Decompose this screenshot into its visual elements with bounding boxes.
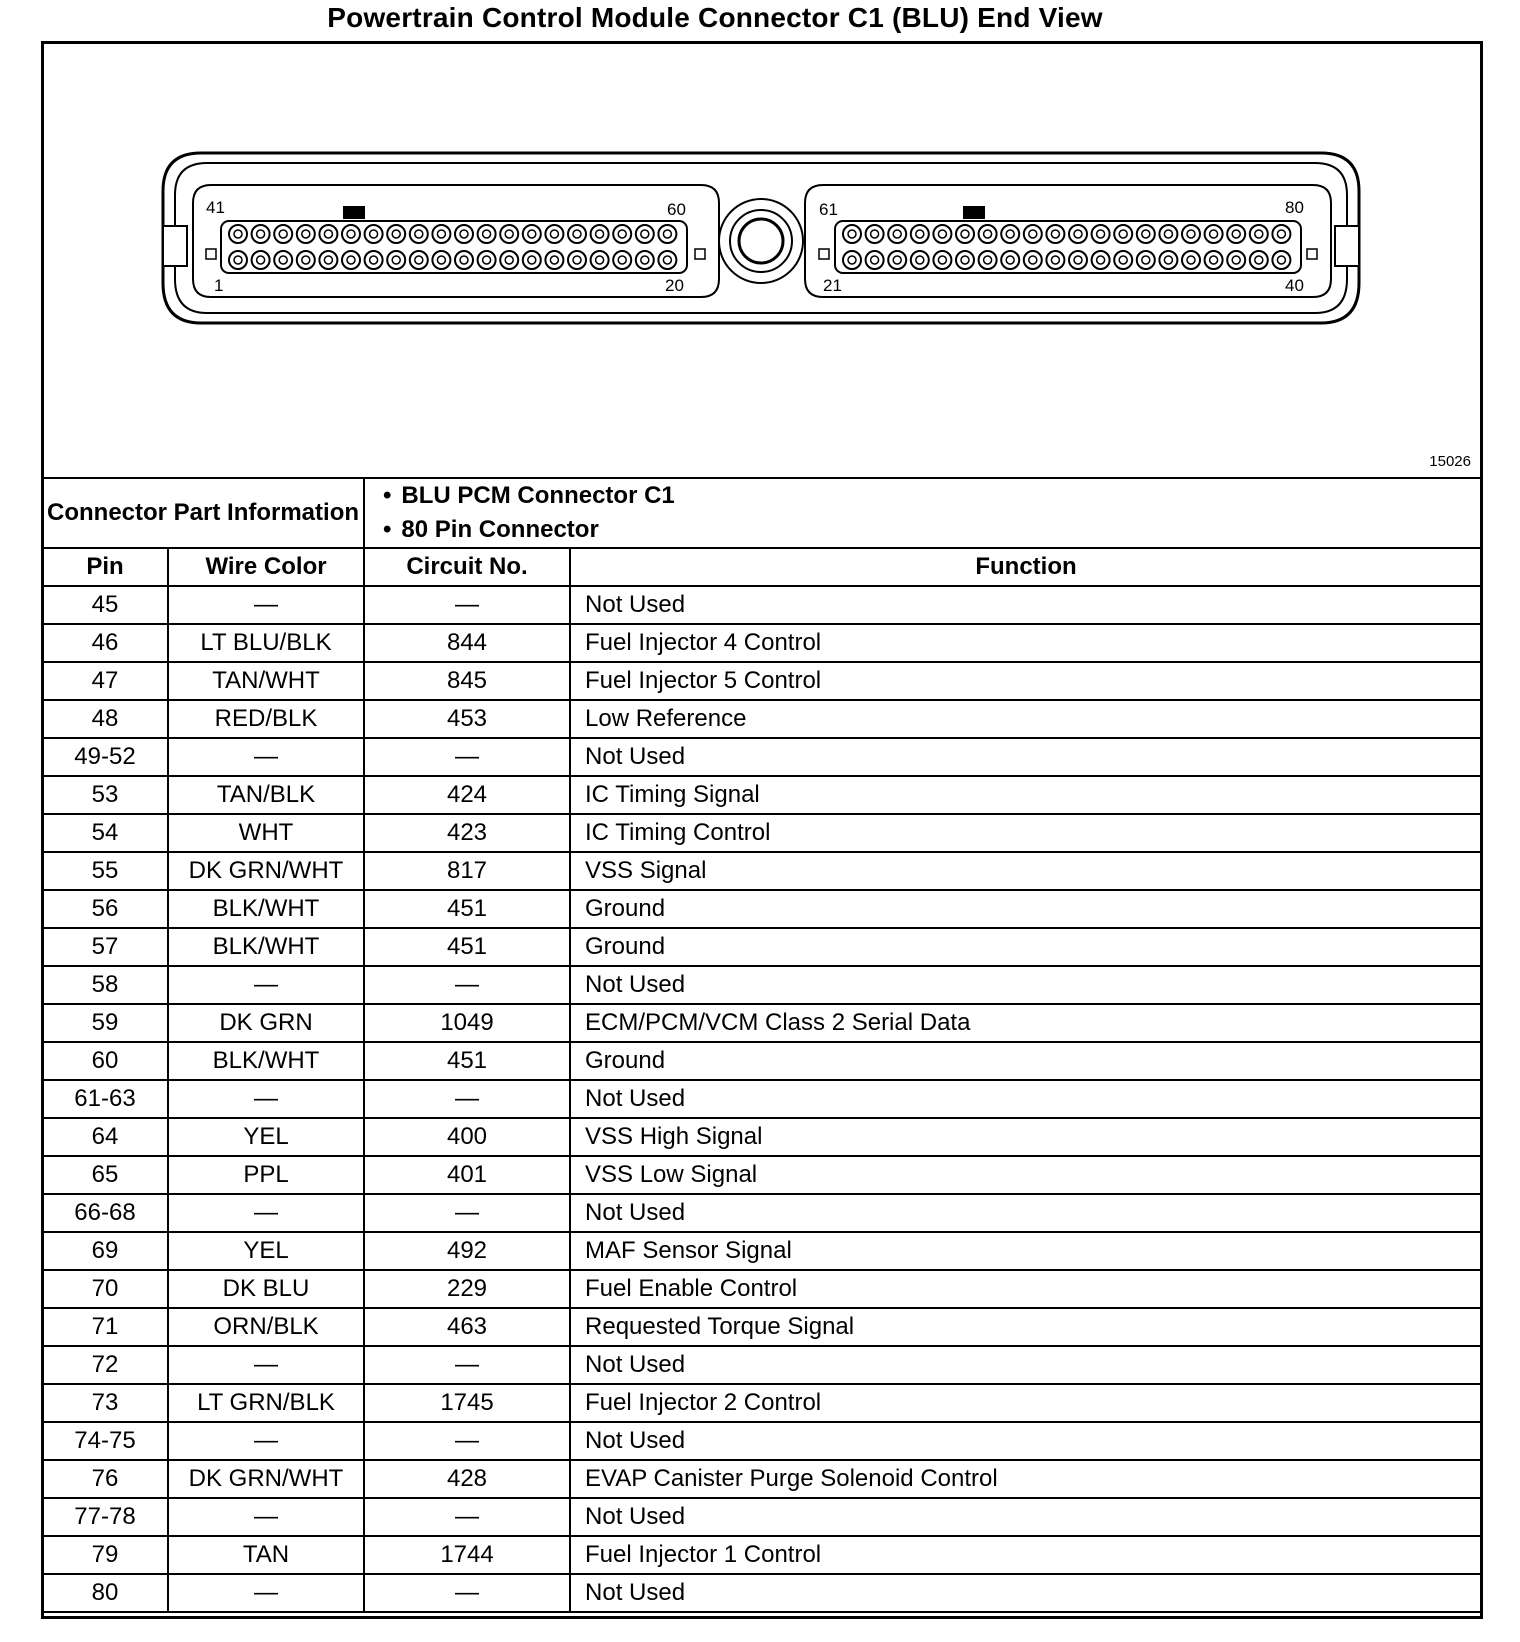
left-side-notch (206, 249, 216, 259)
pin-hole (1069, 225, 1087, 243)
table-row (42, 1536, 1482, 1574)
left-inner-notch (695, 249, 705, 259)
circuit-cell: — (364, 1194, 570, 1232)
wire-color-cell: PPL (168, 1156, 364, 1194)
wire-color-cell: — (168, 1422, 364, 1460)
table-row (42, 1232, 1482, 1270)
pin-cell: 59 (42, 1004, 168, 1042)
pin-cell: 74-75 (42, 1422, 168, 1460)
pin-hole (1001, 225, 1019, 243)
pin-cell: 70 (42, 1270, 168, 1308)
function-cell: MAF Sensor Signal (570, 1232, 1482, 1270)
right-key-mark (963, 206, 985, 219)
pin-rows (42, 586, 1482, 1612)
pin-hole (500, 225, 518, 243)
circuit-cell: — (364, 1346, 570, 1384)
pin-hole (613, 225, 631, 243)
connector-info-item: • 80 Pin Connector (409, 513, 1481, 547)
pin-cell: 64 (42, 1118, 168, 1156)
wire-color-cell: DK GRN (168, 1004, 364, 1042)
pin-hole (658, 251, 676, 269)
table-row (42, 1004, 1482, 1042)
circuit-cell: 453 (364, 700, 570, 738)
table-row (42, 1384, 1482, 1422)
circuit-cell: — (364, 738, 570, 776)
table-row (42, 738, 1482, 776)
connector-info-label: Connector Part Information (42, 478, 364, 548)
pin-hole (1024, 251, 1042, 269)
wire-color-cell: TAN/WHT (168, 662, 364, 700)
left-pin-rows (229, 225, 676, 269)
function-cell: EVAP Canister Purge Solenoid Control (570, 1460, 1482, 1498)
pin-hole (1024, 225, 1042, 243)
pin-cell: 55 (42, 852, 168, 890)
table-row (42, 1156, 1482, 1194)
wire-color-cell: — (168, 1080, 364, 1118)
pin-hole (888, 225, 906, 243)
wire-color-cell: BLK/WHT (168, 928, 364, 966)
pin-hole (591, 225, 609, 243)
pin-hole (365, 225, 383, 243)
pin-hole (1250, 251, 1268, 269)
wire-color-cell: DK GRN/WHT (168, 852, 364, 890)
pin-hole (1272, 251, 1290, 269)
pin-hole (1272, 225, 1290, 243)
right-latch (1335, 226, 1359, 266)
wire-color-cell: BLK/WHT (168, 890, 364, 928)
table-row (42, 662, 1482, 700)
function-cell: Fuel Injector 2 Control (570, 1384, 1482, 1422)
pin-cell: 61-63 (42, 1080, 168, 1118)
function-cell: Fuel Injector 1 Control (570, 1536, 1482, 1574)
pin-hole (866, 225, 884, 243)
column-header-circuit: Circuit No. (364, 548, 570, 586)
function-cell: Fuel Enable Control (570, 1270, 1482, 1308)
pin-hole (274, 225, 292, 243)
table-row (42, 814, 1482, 852)
pin-cell: 48 (42, 700, 168, 738)
pin-hole (1046, 225, 1064, 243)
table-row (42, 1080, 1482, 1118)
wire-color-cell: — (168, 738, 364, 776)
pin-cell: 79 (42, 1536, 168, 1574)
right-side-notch (819, 249, 829, 259)
function-cell: Not Used (570, 586, 1482, 624)
function-cell: Fuel Injector 4 Control (570, 624, 1482, 662)
circuit-cell: 844 (364, 624, 570, 662)
pin-hole (911, 251, 929, 269)
function-cell: IC Timing Signal (570, 776, 1482, 814)
pin-cell: 58 (42, 966, 168, 1004)
pin-hole (911, 225, 929, 243)
pin-hole (432, 225, 450, 243)
pin-hole (1159, 251, 1177, 269)
pin-cell: 45 (42, 586, 168, 624)
pin-hole (1092, 251, 1110, 269)
table-row (42, 1460, 1482, 1498)
pin-hole (933, 225, 951, 243)
label-pin-1: 1 (214, 276, 224, 295)
circuit-cell: 428 (364, 1460, 570, 1498)
connector-info-row (42, 478, 1482, 548)
pin-hole (229, 251, 247, 269)
circuit-cell: 423 (364, 814, 570, 852)
pin-hole (1227, 225, 1245, 243)
pin-hole (410, 225, 428, 243)
circuit-cell: 1745 (364, 1384, 570, 1422)
wire-color-cell: BLK/WHT (168, 1042, 364, 1080)
wire-color-cell: — (168, 1346, 364, 1384)
pin-hole (229, 225, 247, 243)
circuit-cell: — (364, 1422, 570, 1460)
pin-cell: 54 (42, 814, 168, 852)
wire-color-cell: YEL (168, 1118, 364, 1156)
function-cell: Not Used (570, 1574, 1482, 1612)
circuit-cell: — (364, 966, 570, 1004)
table-row (42, 1422, 1482, 1460)
table-row (42, 852, 1482, 890)
pin-hole (843, 225, 861, 243)
function-cell: Not Used (570, 1498, 1482, 1536)
label-pin-40: 40 (1285, 276, 1304, 295)
pin-cell: 53 (42, 776, 168, 814)
pin-cell: 47 (42, 662, 168, 700)
wire-color-cell: — (168, 1574, 364, 1612)
function-cell: Not Used (570, 1080, 1482, 1118)
wire-color-cell: TAN (168, 1536, 364, 1574)
center-bolt-inner (739, 219, 783, 263)
table-row (42, 1308, 1482, 1346)
wire-color-cell: LT BLU/BLK (168, 624, 364, 662)
pin-hole (297, 225, 315, 243)
circuit-cell: — (364, 1498, 570, 1536)
circuit-cell: 451 (364, 890, 570, 928)
function-cell: Fuel Injector 5 Control (570, 662, 1482, 700)
function-cell: Not Used (570, 1194, 1482, 1232)
pin-hole (843, 251, 861, 269)
pin-hole (500, 251, 518, 269)
function-cell: IC Timing Control (570, 814, 1482, 852)
circuit-cell: — (364, 586, 570, 624)
table-row (42, 928, 1482, 966)
pin-hole (1001, 251, 1019, 269)
circuit-cell: 451 (364, 928, 570, 966)
pin-hole (545, 225, 563, 243)
pin-cell: 71 (42, 1308, 168, 1346)
pin-hole (1069, 251, 1087, 269)
pin-hole (478, 251, 496, 269)
wire-color-cell: RED/BLK (168, 700, 364, 738)
function-cell: VSS Low Signal (570, 1156, 1482, 1194)
wire-color-cell: — (168, 586, 364, 624)
label-pin-21: 21 (823, 276, 842, 295)
table-row (42, 890, 1482, 928)
circuit-cell: 1049 (364, 1004, 570, 1042)
pin-hole (568, 225, 586, 243)
pin-hole (956, 251, 974, 269)
table-row (42, 1118, 1482, 1156)
pin-hole (478, 225, 496, 243)
pin-hole (523, 225, 541, 243)
pin-hole (591, 251, 609, 269)
figure-number: 15026 (1429, 453, 1471, 470)
table-row (42, 1574, 1482, 1612)
pin-hole (1114, 251, 1132, 269)
function-cell: Ground (570, 928, 1482, 966)
pin-cell: 46 (42, 624, 168, 662)
pin-hole (613, 251, 631, 269)
pin-hole (1046, 251, 1064, 269)
right-inner-notch (1307, 249, 1317, 259)
label-pin-80: 80 (1285, 198, 1304, 217)
wire-color-cell: — (168, 1194, 364, 1232)
table-row (42, 1498, 1482, 1536)
pin-hole (342, 251, 360, 269)
wire-color-cell: — (168, 1498, 364, 1536)
center-bolt-outer (719, 199, 803, 283)
pin-hole (523, 251, 541, 269)
pin-hole (455, 251, 473, 269)
function-cell: Not Used (570, 738, 1482, 776)
wire-color-cell: YEL (168, 1232, 364, 1270)
circuit-cell: 492 (364, 1232, 570, 1270)
pin-hole (342, 225, 360, 243)
label-pin-60: 60 (667, 200, 686, 219)
function-cell: ECM/PCM/VCM Class 2 Serial Data (570, 1004, 1482, 1042)
table-row (42, 776, 1482, 814)
pin-hole (888, 251, 906, 269)
pin-cell: 72 (42, 1346, 168, 1384)
pin-hole (387, 225, 405, 243)
pin-hole (274, 251, 292, 269)
pin-cell: 76 (42, 1460, 168, 1498)
pin-cell: 49-52 (42, 738, 168, 776)
connector-end-view (41, 41, 1483, 477)
pin-cell: 69 (42, 1232, 168, 1270)
function-cell: VSS Signal (570, 852, 1482, 890)
pin-cell: 77-78 (42, 1498, 168, 1536)
circuit-cell: 400 (364, 1118, 570, 1156)
pin-hole (410, 251, 428, 269)
pin-hole (1205, 251, 1223, 269)
pin-hole (252, 251, 270, 269)
column-header-row (42, 548, 1482, 586)
wire-color-cell: LT GRN/BLK (168, 1384, 364, 1422)
pin-hole (1114, 225, 1132, 243)
connector-info-item: • BLU PCM Connector C1 (409, 479, 1481, 513)
pin-cell: 60 (42, 1042, 168, 1080)
function-cell: Not Used (570, 1422, 1482, 1460)
wire-color-cell: DK GRN/WHT (168, 1460, 364, 1498)
pin-hole (455, 225, 473, 243)
pin-hole (1227, 251, 1245, 269)
label-pin-20: 20 (665, 276, 684, 295)
pin-hole (933, 251, 951, 269)
pin-hole (1137, 251, 1155, 269)
table-row (42, 966, 1482, 1004)
column-header-function: Function (570, 548, 1482, 586)
pin-hole (636, 225, 654, 243)
table-row (42, 1270, 1482, 1308)
wire-color-cell: WHT (168, 814, 364, 852)
pin-hole (658, 225, 676, 243)
label-pin-61: 61 (819, 200, 838, 219)
wire-color-cell: ORN/BLK (168, 1308, 364, 1346)
pin-cell: 56 (42, 890, 168, 928)
function-cell: Not Used (570, 966, 1482, 1004)
left-key-mark (343, 206, 365, 219)
label-pin-41: 41 (206, 198, 225, 217)
function-cell: VSS High Signal (570, 1118, 1482, 1156)
pin-hole (319, 251, 337, 269)
circuit-cell: 401 (364, 1156, 570, 1194)
pin-cell: 73 (42, 1384, 168, 1422)
table-row (42, 700, 1482, 738)
pin-hole (319, 225, 337, 243)
pin-cell: 57 (42, 928, 168, 966)
circuit-cell: — (364, 1574, 570, 1612)
pin-hole (432, 251, 450, 269)
page-title: Powertrain Control Module Connector C1 (BLU) End View (327, 2, 1103, 33)
wire-color-cell: DK BLU (168, 1270, 364, 1308)
pin-hole (1182, 251, 1200, 269)
pin-cell: 80 (42, 1574, 168, 1612)
circuit-cell: 1744 (364, 1536, 570, 1574)
left-latch (163, 226, 187, 266)
function-cell: Ground (570, 890, 1482, 928)
pin-hole (1182, 225, 1200, 243)
table-row (42, 624, 1482, 662)
pin-hole (252, 225, 270, 243)
pin-hole (1092, 225, 1110, 243)
pin-hole (365, 251, 383, 269)
right-pin-rows (843, 225, 1290, 269)
circuit-cell: 451 (364, 1042, 570, 1080)
pin-hole (1159, 225, 1177, 243)
circuit-cell: — (364, 1080, 570, 1118)
table-row (42, 1042, 1482, 1080)
pin-hole (545, 251, 563, 269)
wire-color-cell: — (168, 966, 364, 1004)
wire-color-cell: TAN/BLK (168, 776, 364, 814)
table-row (42, 586, 1482, 624)
circuit-cell: 463 (364, 1308, 570, 1346)
pin-hole (1205, 225, 1223, 243)
pin-hole (1250, 225, 1268, 243)
pin-hole (1137, 225, 1155, 243)
pin-hole (866, 251, 884, 269)
table-row (42, 1194, 1482, 1232)
pin-hole (297, 251, 315, 269)
function-cell: Requested Torque Signal (570, 1308, 1482, 1346)
connector-diagram (41, 41, 1483, 477)
column-header-pin: Pin (42, 548, 168, 586)
pin-hole (387, 251, 405, 269)
function-cell: Ground (570, 1042, 1482, 1080)
function-cell: Low Reference (570, 700, 1482, 738)
circuit-cell: 845 (364, 662, 570, 700)
circuit-cell: 229 (364, 1270, 570, 1308)
pin-hole (636, 251, 654, 269)
column-header-wire-color: Wire Color (168, 548, 364, 586)
pinout-table (41, 477, 1483, 1613)
connector-info-list (364, 478, 1482, 548)
pin-hole (979, 225, 997, 243)
circuit-cell: 424 (364, 776, 570, 814)
pin-cell: 65 (42, 1156, 168, 1194)
table-row (42, 1346, 1482, 1384)
pin-cell: 66-68 (42, 1194, 168, 1232)
pin-hole (568, 251, 586, 269)
circuit-cell: 817 (364, 852, 570, 890)
function-cell: Not Used (570, 1346, 1482, 1384)
pin-hole (956, 225, 974, 243)
pin-hole (979, 251, 997, 269)
